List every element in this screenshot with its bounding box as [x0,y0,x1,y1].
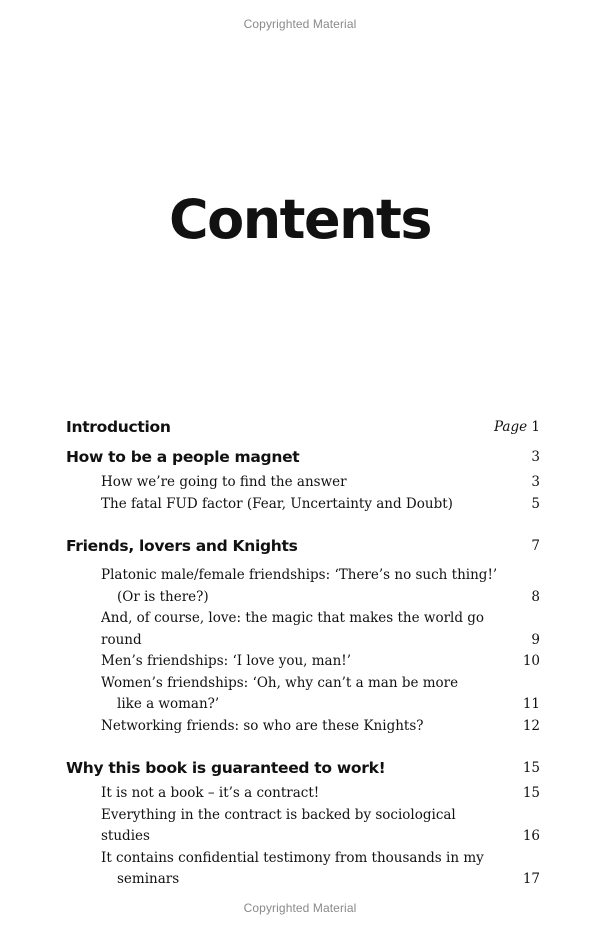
section-title: How we’re going to find the answer [101,474,347,490]
section-title: Networking friends: so who are these Knights? [101,717,424,734]
page-number: 11 [522,696,540,712]
toc-introduction [0,416,600,438]
watermark-top: Copyrighted Material [243,17,357,31]
chapter-title: Introduction [66,418,171,436]
table-of-contents [0,416,600,891]
page-number: 5 [531,495,540,512]
page-prefix: Page [493,419,528,435]
page-number: 15 [522,760,540,776]
toc-section [0,805,600,848]
toc-section [0,673,600,716]
page-number: 15 [522,785,540,801]
toc-section [0,608,600,651]
page-number: 3 [531,449,540,465]
toc-chapter [0,446,600,468]
section-title: It is not a book – it’s a contract! [101,785,320,801]
page-number: 9 [531,631,540,648]
page-number: 17 [522,871,540,887]
chapter-title: Why this book is guaranteed to work! [66,759,386,777]
toc-section [0,783,600,805]
section-title-continuation: seminars [117,871,180,887]
section-title: And, of course, love: the magic that makes the world go round [101,610,485,648]
page-title: Contents [168,188,431,251]
toc-section [0,472,600,494]
page-number: 16 [522,828,540,844]
page-number: 8 [531,588,540,605]
section-title: The fatal FUD factor (Fear, Uncertainty and Doubt) [101,495,453,512]
chapter-title: Friends, lovers and Knights [66,537,298,555]
section-title: Platonic male/female friendships: ‘There’s no such thing!’ [101,567,498,583]
page-number: 7 [531,538,540,554]
section-title: Women’s friendships: ‘Oh, why can’t a man be more [101,674,459,691]
toc-section [0,565,600,608]
page-number: 3 [531,474,540,490]
section-title: It contains confidential testimony from thousands in my [101,849,484,866]
section-title: Everything in the contract is backed by sociological studies [101,806,456,844]
toc-section [0,651,600,673]
chapter-title: How to be a people magnet [66,448,300,466]
toc-section [0,848,600,891]
toc-chapter [0,535,600,557]
toc-chapter [0,757,600,779]
watermark-bottom: Copyrighted Material [243,901,357,915]
page-number-value: 1 [531,419,540,435]
page-number [494,416,540,438]
section-title-continuation: like a woman?’ [117,696,220,712]
toc-section [0,494,600,516]
section-title: Men’s friendships: ‘I love you, man!’ [101,653,352,669]
page-number: 12 [522,717,540,734]
page-number: 10 [522,653,540,669]
toc-section [0,716,600,738]
section-title-continuation: (Or is there?) [117,588,209,605]
